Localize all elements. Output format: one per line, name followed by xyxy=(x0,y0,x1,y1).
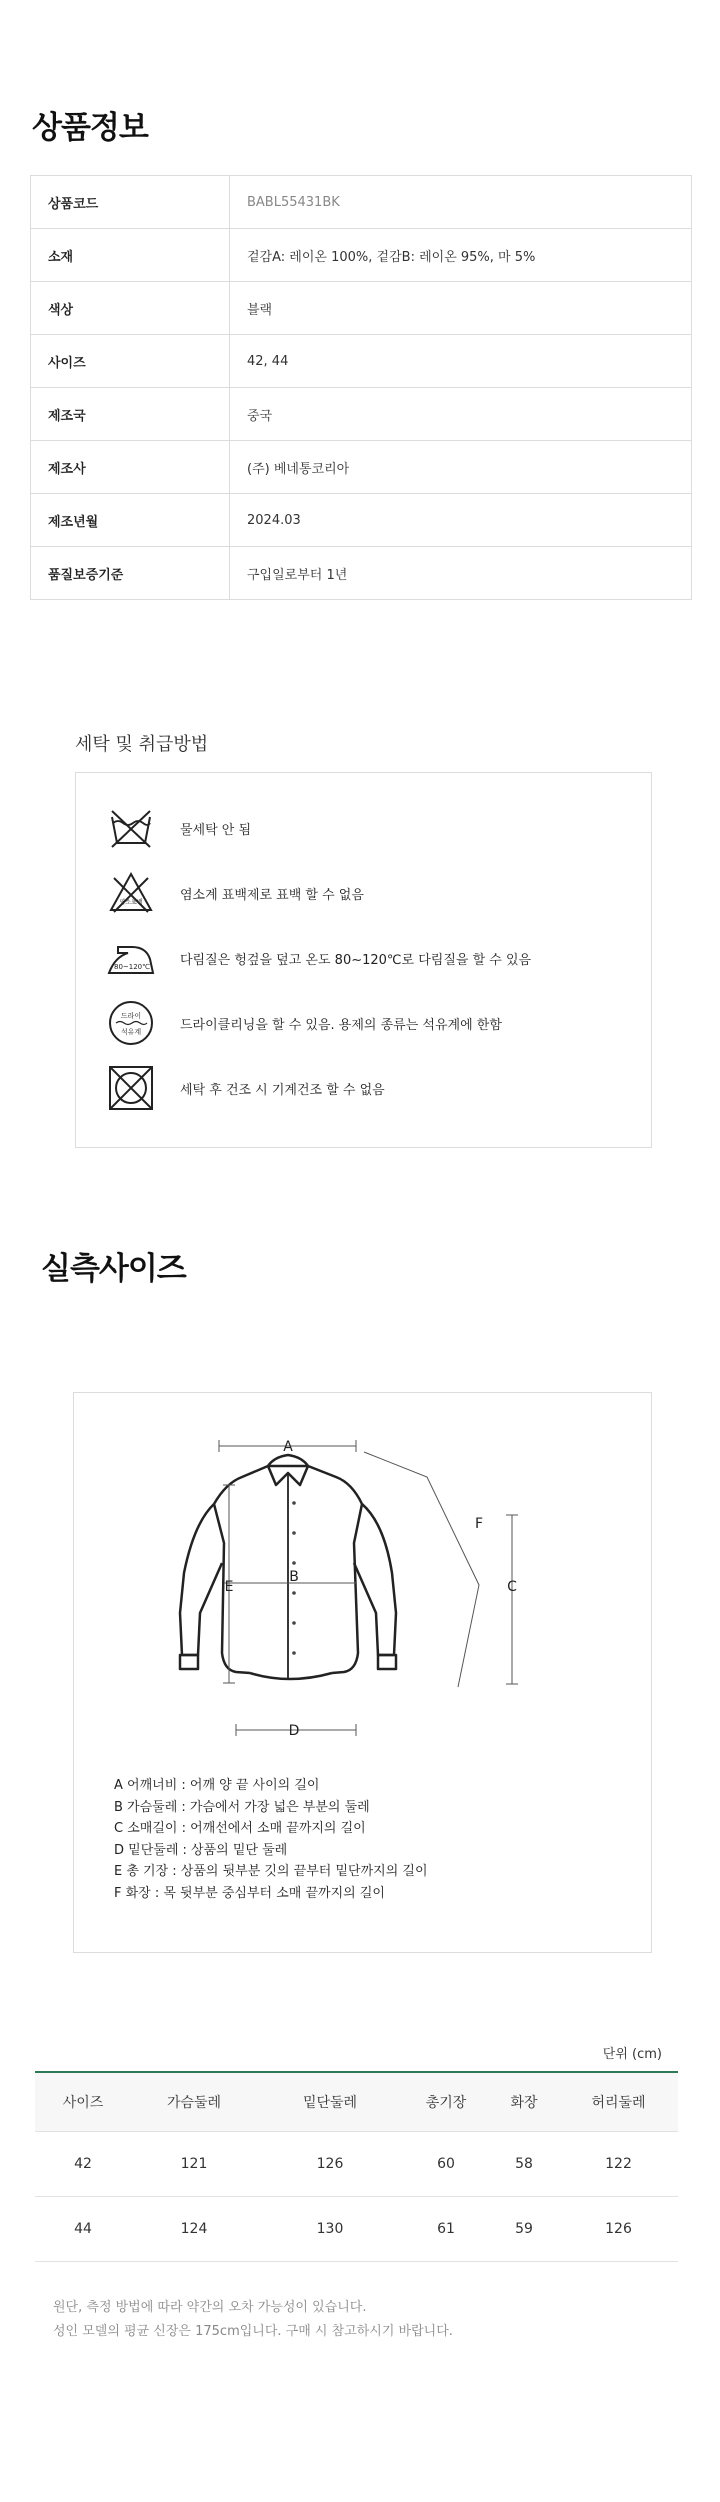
info-label: 상품코드 xyxy=(31,176,230,228)
size-table-row xyxy=(35,2197,678,2262)
unit-label: 단위 (cm) xyxy=(602,2047,662,2062)
no-tumble-dry-icon xyxy=(106,1063,156,1113)
size-cell: 58 xyxy=(515,2156,533,2172)
no-bleach-icon xyxy=(106,868,156,918)
info-value: 2024.03 xyxy=(247,512,301,528)
label-c: C xyxy=(507,1579,517,1595)
header-cell: 허리둘레 xyxy=(591,2095,646,2111)
note-text: 원단, 측정 방법에 따라 약간의 오차 가능성이 있습니다. xyxy=(53,2300,367,2315)
header-cell: 총기장 xyxy=(425,2095,467,2111)
size-cell: 60 xyxy=(437,2156,455,2172)
size-cell: 121 xyxy=(180,2156,208,2172)
label-d: D xyxy=(288,1723,300,1739)
size-cell: 122 xyxy=(605,2156,632,2172)
info-label: 제조국 xyxy=(31,388,230,440)
info-label: 사이즈 xyxy=(31,335,230,387)
info-value: 블랙 xyxy=(247,302,273,318)
measurement-title: 실측사이즈 xyxy=(41,1251,186,1287)
info-row xyxy=(31,229,691,282)
size-diagram-box xyxy=(73,1392,652,1953)
dry-clean-icon-label-1: 드라이 xyxy=(120,1012,142,1020)
size-table-row xyxy=(35,2132,678,2197)
header-cell: 밑단둘레 xyxy=(302,2095,358,2111)
size-cell: 59 xyxy=(515,2221,533,2237)
info-label: 소재 xyxy=(31,229,230,281)
info-row xyxy=(31,547,691,600)
care-box xyxy=(75,772,652,1148)
info-row xyxy=(31,282,691,335)
info-label: 품질보증기준 xyxy=(31,547,230,599)
legend-item: F 화장 : 목 뒷부분 중심부터 소매 끝까지의 길이 xyxy=(114,1885,385,1901)
info-row xyxy=(31,494,691,547)
info-row xyxy=(31,441,691,494)
measurement-legend xyxy=(114,1775,428,1904)
care-item xyxy=(106,868,364,918)
size-cell: 42 xyxy=(74,2156,92,2172)
care-text: 물세탁 안 됨 xyxy=(180,822,252,838)
size-table-header xyxy=(35,2073,678,2132)
info-label: 색상 xyxy=(31,282,230,334)
care-text: 세탁 후 건조 시 기계건조 할 수 없음 xyxy=(180,1082,385,1098)
size-cell: 44 xyxy=(74,2221,92,2237)
care-text: 드라이클리닝을 할 수 있음. 용제의 종류는 석유계에 한함 xyxy=(180,1017,502,1033)
care-item xyxy=(106,933,531,983)
bleach-icon-label: 염소표백 xyxy=(119,899,143,906)
label-f: F xyxy=(474,1516,484,1532)
care-item xyxy=(106,803,251,853)
care-item xyxy=(106,1063,385,1113)
size-table xyxy=(35,2071,678,2262)
label-a: A xyxy=(283,1439,293,1455)
care-item xyxy=(106,998,502,1048)
info-value: 중국 xyxy=(247,408,273,424)
shirt-diagram xyxy=(74,1393,653,1763)
info-value: 구입일로부터 1년 xyxy=(247,567,348,583)
info-value: (주) 베네통코리아 xyxy=(247,461,350,477)
legend-item: E 총 기장 : 상품의 뒷부분 깃의 끝부터 밑단까지의 길이 xyxy=(114,1864,428,1879)
size-cell: 126 xyxy=(316,2156,344,2172)
product-info-title: 상품정보 xyxy=(32,110,148,146)
care-title: 세탁 및 취급방법 xyxy=(75,734,209,755)
dry-clean-icon xyxy=(106,998,156,1048)
legend-item: D 밑단둘레 : 상품의 밑단 둘레 xyxy=(114,1842,288,1858)
header-cell: 사이즈 xyxy=(62,2095,104,2111)
info-label: 제조사 xyxy=(31,441,230,493)
product-info-table xyxy=(30,175,692,600)
iron-icon xyxy=(106,933,156,983)
legend-item: A 어깨너비 : 어깨 양 끝 사이의 길이 xyxy=(114,1778,320,1793)
info-row xyxy=(31,176,691,229)
note-text: 성인 모델의 평균 신장은 175cm입니다. 구매 시 참고하시기 바랍니다. xyxy=(53,2324,453,2339)
info-row xyxy=(31,335,691,388)
no-water-wash-icon xyxy=(106,803,156,853)
info-value: BABL55431BK xyxy=(247,194,340,210)
iron-icon-label: 80~120℃ xyxy=(114,963,150,971)
info-row xyxy=(31,388,691,441)
info-value: 겉감A: 레이온 100%, 겉감B: 레이온 95%, 마 5% xyxy=(247,249,536,265)
size-cell: 126 xyxy=(605,2221,632,2237)
dry-clean-icon-label-2: 석유계 xyxy=(120,1028,142,1036)
info-value: 42, 44 xyxy=(247,353,289,369)
size-cell: 130 xyxy=(316,2221,344,2237)
legend-item: C 소매길이 : 어깨선에서 소매 끝까지의 길이 xyxy=(114,1821,366,1836)
header-cell: 가슴둘레 xyxy=(166,2095,222,2111)
label-b: B xyxy=(289,1569,299,1585)
info-label: 제조년월 xyxy=(31,494,230,546)
label-e: E xyxy=(224,1579,234,1595)
size-cell: 124 xyxy=(180,2221,208,2237)
size-cell: 61 xyxy=(437,2221,455,2237)
legend-item: B 가슴둘레 : 가슴에서 가장 넓은 부분의 둘레 xyxy=(114,1799,370,1815)
care-text: 다림질은 헝겊을 덮고 온도 80~120℃로 다림질을 할 수 있음 xyxy=(180,952,532,968)
header-cell: 화장 xyxy=(510,2095,538,2111)
care-text: 염소계 표백제로 표백 할 수 없음 xyxy=(180,887,364,903)
